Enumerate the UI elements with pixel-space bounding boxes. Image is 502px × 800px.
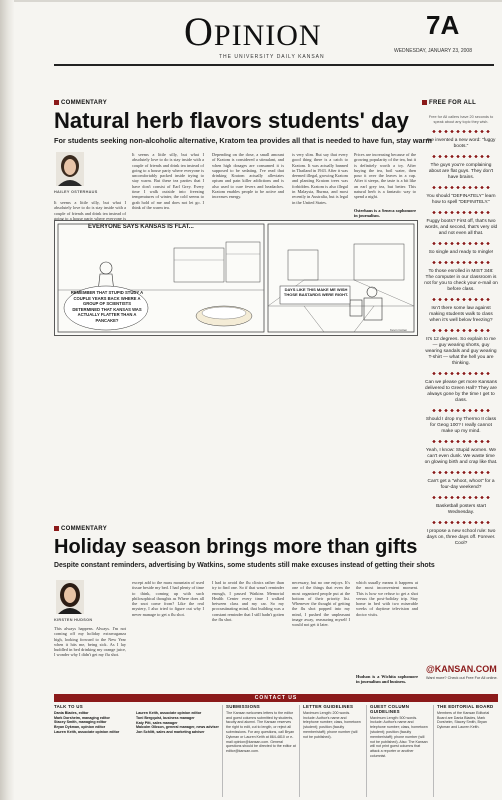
free-for-all-item: Yeah, I know: Stupid women. We can't even dunk. We waste time on glowing birth and crap like that. <box>424 447 498 465</box>
separator <box>431 409 491 412</box>
page-number: 7A <box>426 10 460 40</box>
columnist-portrait-icon <box>56 580 84 614</box>
guest-column-header: GUEST COLUMN GUIDELINES <box>370 704 410 714</box>
separator <box>431 521 491 524</box>
separator <box>431 242 491 245</box>
cartoon-caption-left: REMEMBER THAT STUPID STUDY A COUPLE YEARS BACK WHERE A GROUP OF SCIENTISTS DETERMINED THAT KANSAS WAS ACTUALLY FLATTER THAN A PANCAKE? <box>70 290 144 323</box>
contact-name: Dania Blades, editor <box>54 710 89 715</box>
separator <box>431 440 491 443</box>
talk-to-us-column-2 <box>136 711 220 735</box>
talk-to-us-column <box>54 705 134 735</box>
newspaper-page <box>14 2 502 800</box>
divider <box>299 705 300 797</box>
contact-name: Toni Bergquist, business manager <box>136 715 195 720</box>
free-for-all-item: The guys you're complaining about are flat guys. They don't have brains. <box>428 162 494 180</box>
divider <box>433 705 434 797</box>
story2-subhead: Despite constant reminders, advertising by Watkins, some students still make excuses instead of getting their shots <box>54 562 435 569</box>
story2-headline: Holiday season brings more than gifts <box>54 536 418 558</box>
editorial-cartoon <box>54 220 418 336</box>
free-for-all-item: Should I drop my Thermo II class for Geog 100? I really cannot make up my mind. <box>425 416 497 434</box>
free-for-all-item: I've invented a new word: "fuggy boots." <box>426 137 496 149</box>
separator <box>431 130 491 133</box>
free-for-all-item: I propose a new school rule: two days on, three days off. Forever. Cool? <box>426 528 496 546</box>
free-for-all-item: Can we please get more Kansans delivered to Green Hall? They are always gone by the time I get to class. <box>425 379 497 403</box>
separator <box>431 329 491 332</box>
separator <box>431 211 491 214</box>
story1-columnist-photo <box>56 152 84 186</box>
story1-column-1: It seems a little silly, but what I absolutely love to do is stay inside with a couple of friends and drink tea instead of going to a house party where everyone is <box>54 200 126 220</box>
letter-guidelines-header: LETTER GUIDELINES <box>303 704 354 709</box>
submissions-column <box>226 705 296 754</box>
story1-byline: HAILEY OSTERHAUS <box>54 190 98 194</box>
contact-name: Jon Schlitt, sales and marketing adviser <box>136 730 205 735</box>
separator <box>431 186 491 189</box>
guest-column-text: Maximum Length: 500 words. Include: Author's name and telephone number; class, hometown (student); position (faculty member/staff); phone number (will not be published). Also: The Kansan will not print guest columns that attack a reporter or another columnist. <box>370 715 428 758</box>
contact-name: Malcolm Gibson, general manager, news adviser <box>136 725 219 730</box>
free-for-all-item: To those enrolled in MIST 348: The computer in our classroom is not for you to check your e-mail on before class. <box>424 268 498 292</box>
free-for-all-item: Basketball posters start Wednesday. <box>436 503 486 515</box>
separator <box>431 261 491 264</box>
columnist-portrait-icon <box>56 152 84 186</box>
contact-name: Stacey Smith, managing editor <box>54 720 107 725</box>
masthead <box>14 2 502 66</box>
talk-to-us-header: TALK TO US <box>54 704 83 709</box>
story2-column-5: which usually means it happens at the most inconvenient moment. This is how we refuse to get a shot versus the post-holiday trip. Stay home in bed with two miserable weeks of daytime television and doctor visits. <box>356 580 418 617</box>
story2-column-1: This always happens. Always. I'm not coming off my holiday extravaganza high, looking forward to the New Year when it hits me, being sick. As I lay huddled in bed drinking my orange juice, I wonder why I didn't get my flu shot. <box>54 626 126 658</box>
story1-column-5: Prices are increasing because of the growing popularity of the tea, but it is definitely worth a try. After buying the tea, boil water, then pour it over the leaves in a cup. After it steeps, the taste is a bit like an earl grey tea, but better. This natural herb is a fantastic way to spend a night. <box>354 152 416 200</box>
free-for-all-sidebar <box>422 112 500 722</box>
kansan-web-logo: @KANSAN.COM <box>426 664 497 674</box>
editorial-board-column <box>437 705 499 730</box>
story1-column-3: Depending on the dose, a small amount of Kratom is considered a stimulant, and when high dosages are consumed it is supposed to be sedating. I've read that drinking Kratom actually alleviates opium and pain killer addictions and is also used to cure fevers and headaches. Kratom enables people to be active and increases energy. <box>212 152 284 200</box>
contact-name: Lauren Keith, associate opinion editor <box>136 711 202 715</box>
story2-column-4: necessary, but no one enjoys. It's one of the things that even the most organized people put at the bottom of their priority list. Whenever the thought of getting the flu shot popped into my mind, I pushed the unpleasant image away, reassuring myself I would not get it later. <box>292 580 350 628</box>
contact-us-bar: CONTACT US <box>54 694 498 702</box>
guest-column-guidelines <box>370 705 430 759</box>
cartoon-credit: Kevin Cotten <box>390 328 408 332</box>
section-title: OPINION <box>184 9 322 54</box>
free-for-all-item: Isn't there some law against making students walk to class when it's well below freezing? <box>429 305 493 323</box>
separator <box>431 471 491 474</box>
cartoon-caption-top: EVERYONE SAYS KANSAS IS FLAT... <box>88 224 194 230</box>
editorial-board-header: THE EDITORIAL BOARD <box>437 704 494 709</box>
story2-byline: KIRSTEN HUDSON <box>54 618 93 622</box>
divider <box>222 705 223 797</box>
free-for-all-item: Fuggy boots? First off, that's two words, and second, that's very old and not even all that. <box>424 218 498 236</box>
paper-name: THE UNIVERSITY DAILY KANSAN <box>219 54 325 60</box>
submissions-header: SUBMISSIONS <box>226 704 261 709</box>
date-line: WEDNESDAY, JANUARY 23, 2008 <box>394 48 472 54</box>
submissions-text: The Kansan welcomes letters to the editor and guest columns submitted by students, faculty and alumni. The Kansan reserves the right to edit, cut to length, or reject all submissions. For any questions, call Bryan Dykman or Lauren Keith at 864-4810 or e-mail opinion@kansan.com. General questions should be directed to the editor at editor@kansan.com. <box>226 710 296 754</box>
free-for-all-item: You should "DEFINATELY" learn how to spell "DEFINITELY." <box>426 193 496 205</box>
separator <box>431 496 491 499</box>
story2-column-2: except add to the mass mountain of used tissue beside my bed. I had plenty of time to think, coming up with such philosophical thoughts as Where does all the snot come from? Like the real mystery, I also tried to figure out why I never manage to get a flu shot. <box>132 580 204 617</box>
letter-guidelines-column <box>303 705 363 740</box>
story1-column-2a: It seems a little silly, but what I absolutely love to do is stay inside with a couple of friends and drink tea instead of going to a house party where everyone is uncomfortably packed inside trying to stay warm. But these tea parties that I have don't consist of Earl Grey. Every time I walk outside into freezing temperatures of winter, the cold seems to grab hold of me and does not let go. I think of the warm tea. <box>132 152 204 210</box>
masthead-rule <box>54 64 494 66</box>
story2-columnist-photo <box>56 580 84 614</box>
editorial-board-text: Members of the Kansan Editorial Board are Dania Blades, Mark Dorsheim, Stacey Smith, Bryan Dykman and Lauren Keith. <box>437 710 490 730</box>
story2-column-3: I had to avoid the flu clinics rather than try to find one. So if that wasn't reminder enough, I passed Watkins Memorial Health Center every time I walked between class and my car. So my procrastinating mind, that building was a constant reminder that I still hadn't gotten the flu shot. <box>212 580 284 623</box>
free-for-all-intro: Free for All callers have 20 seconds to speak about any topic they wish. <box>428 115 494 124</box>
contact-name: Lauren Keith, associate opinion editor <box>54 729 120 734</box>
free-for-all-header: FREE FOR ALL <box>422 100 476 106</box>
free-for-all-item: Can't get a "whoot, whoot" for a four-day weekend? <box>427 478 495 490</box>
contact-name: Mark Dorsheim, managing editor <box>54 715 110 720</box>
story1-tagline: Osterhaus is a Seneca sophomore in journalism. <box>354 208 416 219</box>
story1-subhead: For students seeking non-alcoholic alternative, Kratom tea provides all that is needed to have fun, stay warm <box>54 136 432 145</box>
contact-name: Katy Pitt, sales manager <box>136 720 178 725</box>
contact-name: Bryan Dykman, opinion editor <box>54 725 106 730</box>
separator <box>431 298 491 301</box>
adjacent-page-edge <box>0 0 14 800</box>
letter-guidelines-text: Maximum Length: 200 words. Include: Author's name and telephone number; class, hometown (student); position (faculty member/staff); phone number (will not be published). <box>303 710 361 739</box>
separator <box>431 155 491 158</box>
cartoon-caption-right: DAYS LIKE THIS MAKE ME WISH THOSE BASTARDS WERE RIGHT. <box>283 287 349 297</box>
separator <box>431 372 491 375</box>
story1-section-label: COMMENTARY <box>54 100 107 106</box>
divider <box>366 705 367 797</box>
story2-section-label: COMMENTARY <box>54 526 107 532</box>
free-for-all-item: So single and ready to mingle! <box>428 249 494 255</box>
story2-tagline: Hudson is a Wichita sophomore in journalism and business. <box>356 674 418 685</box>
story1-column-4: is very slim. But say that every good thing there is a catch to Kratom. It was actually banned in Thailand in 1943. After it was deemed illegal, growing Kratom and planting Kratom trees was forbidden. Kratom is also illegal in Malaysia, Burma, and most recently in Australia, but is legal in the United States. <box>292 152 348 205</box>
story1-headline: Natural herb flavors students' day <box>54 108 409 133</box>
free-for-all-item: It's 12 degrees. So explain to me — guy wearing shorts, guy wearing sandals and guy wearing T-shirt — what the hell you are thinking. <box>425 336 497 366</box>
free-for-all-online-note: Want more? Check out Free For All online. <box>426 676 498 680</box>
